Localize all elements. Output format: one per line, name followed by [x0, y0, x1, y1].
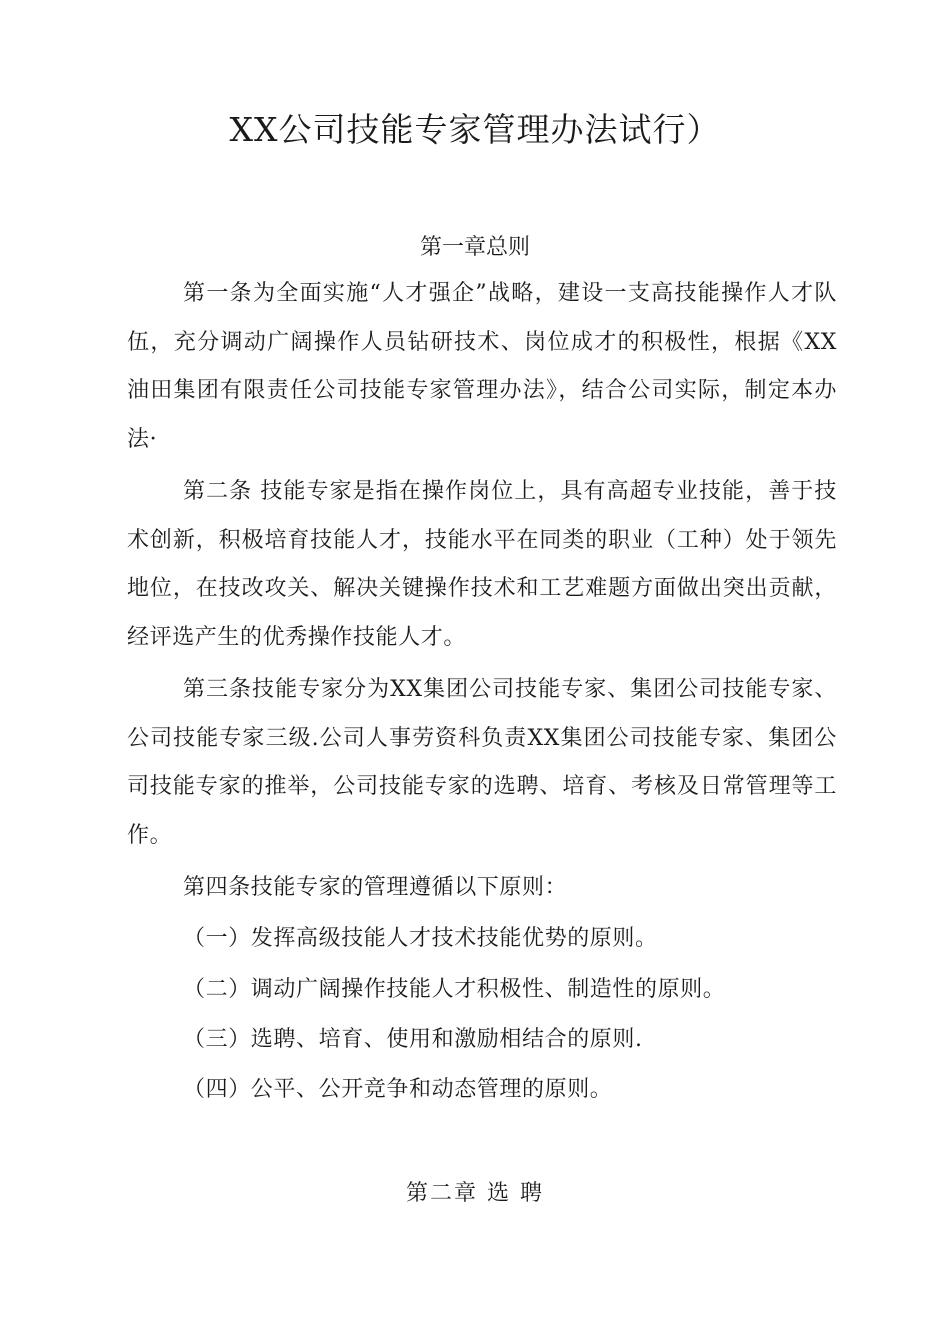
principle-item: （四）公平、公开竞争和动态管理的原则。: [183, 1077, 613, 1102]
article-2: 第二条 技能专家是指在操作岗位上，具有高超专业技能，善于技术创新，积极培育技能人才，技能水平在同类的职业（工种）处于领先地位，在技改攻关、解决关键操作技术和工艺难题方面做出突出贡献，经评选产生的优秀操作技能人才。: [127, 479, 837, 650]
document-title: XX公司技能专家管理办法试行）: [229, 110, 721, 149]
chapter-2-heading: 第二章 选 聘: [406, 1181, 544, 1206]
principle-item: （三）选聘、培育、使用和激励相结合的原则.: [183, 1027, 643, 1052]
article-3: 第三条技能专家分为XX集团公司技能专家、集团公司技能专家、公司技能专家三级.公司人事劳资科负责XX集团公司技能专家、集团公司技能专家的推举，公司技能专家的选聘、培育、考核及日常管理等工作。: [127, 677, 837, 848]
principle-item: （一）发挥高级技能人才技术技能优势的原则。: [183, 926, 658, 951]
principle-item: （二）调动广阔操作技能人才积极性、制造性的原则。: [183, 977, 726, 1002]
article-1: 第一条为全面实施“人才强企”战略，建设一支高技能操作人才队伍，充分调动广阔操作人员钻研技术、岗位成才的积极性，根据《XX油田集团有限责任公司技能专家管理办法》，结合公司实际，制定本办法·: [127, 281, 837, 452]
article-4: 第四条技能专家的管理遵循以下原则：: [183, 875, 568, 900]
chapter-1-heading: 第一章总则: [419, 235, 530, 260]
